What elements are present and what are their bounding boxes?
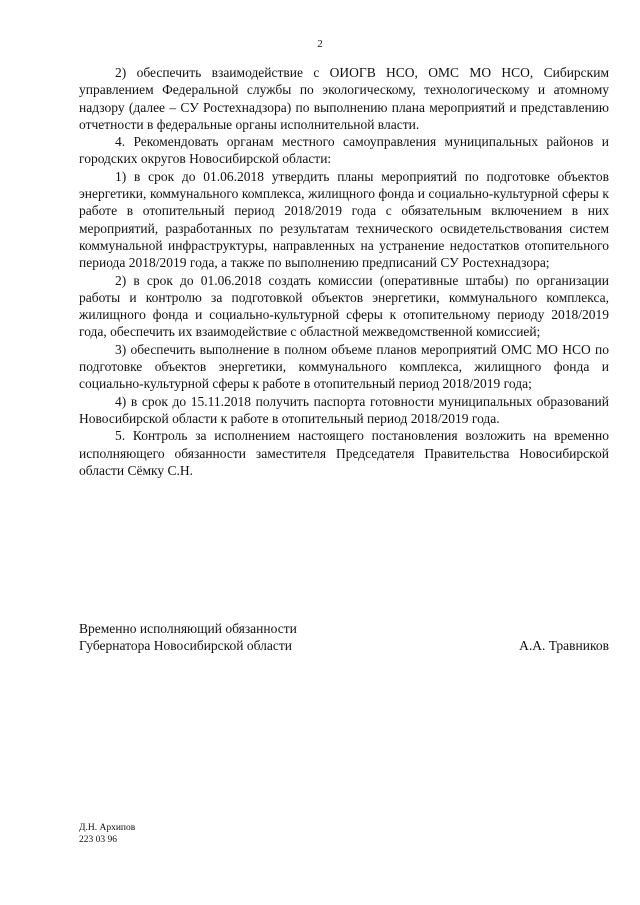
page-number: 2: [317, 38, 323, 50]
executor-phone: 223 03 96: [79, 835, 117, 845]
paragraph-item-2: 2) в срок до 01.06.2018 создать комиссии (оперативные штабы) по организации работы и контролю за подготовкой объектов энергетики, коммунального комплекса, жилищного фонда и социально-культурной сферы к отопительному периоду 2018/2019 года, обеспечить их взаимодействие с областной межведомственной комиссией;: [79, 272, 609, 340]
paragraph-item-4: 4) в срок до 15.11.2018 получить паспорта готовности муниципальных образований Новосибирской области к работе в отопительный период 2018/2019 года.: [79, 393, 609, 426]
signature-block: [79, 620, 609, 655]
executor-name: Д.Н. Архипов: [79, 823, 136, 833]
executor-info: [79, 822, 135, 846]
signature-title-line1: Временно исполняющий обязанности: [79, 621, 297, 636]
document-body: [79, 64, 609, 479]
signature-name: А.А. Травников: [519, 638, 609, 654]
paragraph-item-3: 3) обеспечить выполнение в полном объеме планов мероприятий ОМС МО НСО по подготовке объектов энергетики, коммунального комплекса, жилищного фонда и социально-культурной сферы к работе в отопительный период 2018/2019 года;: [79, 341, 609, 392]
paragraph-recommendation: 4. Рекомендовать органам местного самоуправления муниципальных районов и городских округов Новосибирской области:: [79, 134, 609, 167]
paragraph-interaction: 2) обеспечить взаимодействие с ОИОГВ НСО, ОМС МО НСО, Сибирским управлением Федеральной службы по экологическому, технологическому и атомному надзору (далее – СУ Ростехнадзора) по выполнению плана мероприятий и представлению отчетности в федеральные органы исполнительной власти.: [79, 65, 609, 132]
paragraph-control: 5. Контроль за исполнением настоящего постановления возложить на временно исполняющего обязанности заместителя Председателя Правительства Новосибирской области Сёмку С.Н.: [79, 428, 609, 478]
paragraph-item-1: 1) в срок до 01.06.2018 утвердить планы мероприятий по подготовке объектов энергетики, коммунального комплекса, жилищного фонда и социально-культурной сферы к работе в отопительный период 2018/2019 года с обязательным включением в них мероприятий, разработанных по результатам технического освидетельствования систем коммунальной инфраструктуры, направленных на устранение недостатков отопительного периода 2018/2019 года, а также по выполнению предписаний СУ Ростехнадзора;: [79, 168, 609, 271]
signature-title-line2: Губернатора Новосибирской области: [79, 638, 293, 654]
